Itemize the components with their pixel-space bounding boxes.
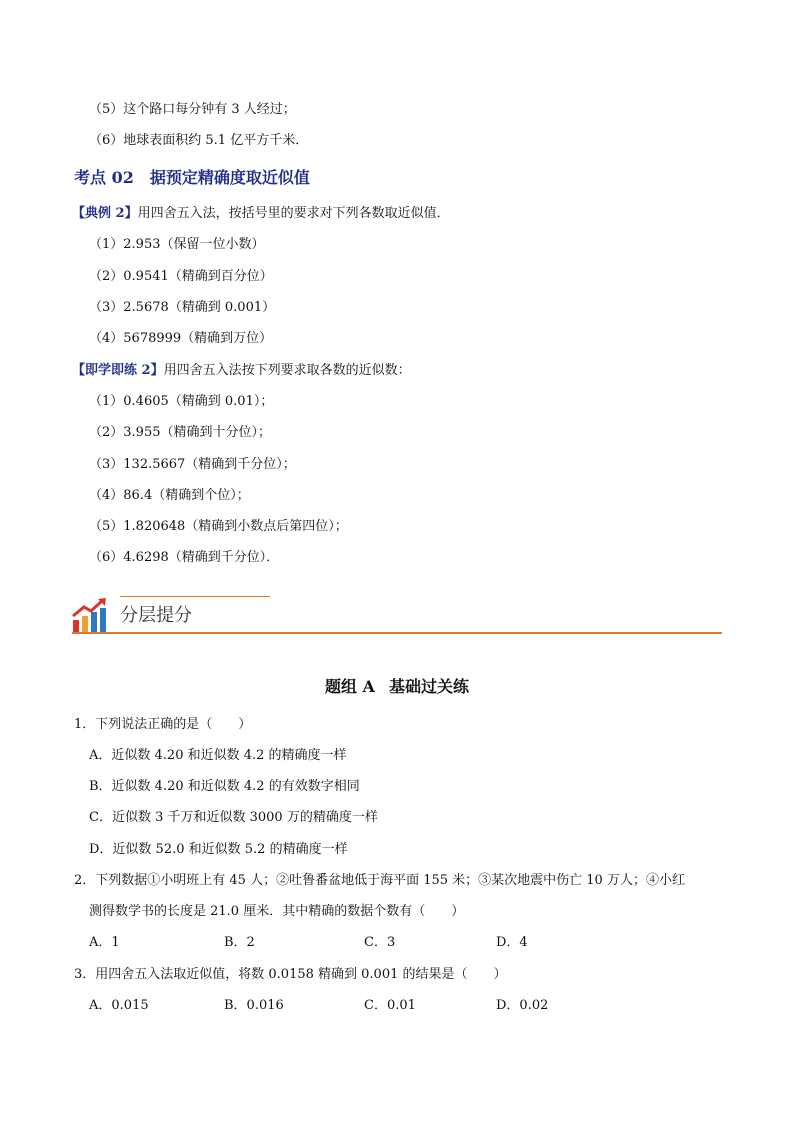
question-1-option-a: A．近似数 4.20 和近似数 4.2 的精确度一样 xyxy=(89,748,347,763)
practice-tag: 【即学即练 2】 xyxy=(72,363,164,378)
question-3-option-b: B．0.016 xyxy=(224,998,284,1013)
section-title: 分层提分 xyxy=(120,605,192,626)
example-tag: 【典例 2】 xyxy=(72,206,138,221)
question-3-option-a: A．0.015 xyxy=(89,998,149,1013)
question-2-option-b: B．2 xyxy=(224,935,255,950)
kaodian-title: 据预定精确度取近似值 xyxy=(149,168,310,187)
group-title: 基础过关练 xyxy=(388,677,469,696)
question-1-option-d: D．近似数 52.0 和近似数 5.2 的精确度一样 xyxy=(89,842,348,857)
question-2-stem-cont: 测得数学书的长度是 21.0 厘米．其中精确的数据个数有（ ） xyxy=(89,904,465,919)
question-2-options xyxy=(89,934,649,952)
group-name: 题组 A xyxy=(324,677,375,696)
group-heading xyxy=(0,676,794,698)
top-item-6: （6）地球表面积约 5.1 亿平方千米． xyxy=(89,133,309,148)
section-header xyxy=(72,596,722,636)
practice-stem xyxy=(72,362,411,380)
kaodian-heading xyxy=(74,167,310,189)
question-1-stem: 1．下列说法正确的是（ ） xyxy=(74,717,252,732)
question-3-stem: 3．用四舍五入法取近似值，将数 0.0158 精确到 0.001 的结果是（ ） xyxy=(74,967,507,982)
example-item: （3）2.5678（精确到 0.001） xyxy=(89,300,276,315)
example-text: 用四舍五入法，按括号里的要求对下列各数取近似值． xyxy=(137,206,450,221)
example-item: （4）5678999（精确到万位） xyxy=(89,331,273,346)
question-2-option-a: A．1 xyxy=(89,935,120,950)
question-2-stem: 2．下列数据①小明班上有 45 人；②吐鲁番盆地低于海平面 155 米；③某次地震中伤亡 10 万人；④小红 xyxy=(74,873,685,888)
section-top-line xyxy=(120,596,270,597)
practice-item: （4）86.4（精确到个位）； xyxy=(89,488,250,503)
practice-item: （5）1.820648（精确到小数点后第四位）； xyxy=(89,519,348,534)
bar-chart-growth-icon xyxy=(72,596,112,634)
practice-item: （3）132.5667（精确到千分位）； xyxy=(89,457,296,472)
example-stem xyxy=(72,205,450,223)
top-item-5: （5）这个路口每分钟有 3 人经过； xyxy=(89,102,296,117)
practice-item: （6）4.6298（精确到千分位）． xyxy=(89,550,280,565)
example-item: （2）0.9541（精确到百分位） xyxy=(89,269,273,284)
practice-text: 用四舍五入法按下列要求取各数的近似数： xyxy=(163,363,411,378)
question-3-options xyxy=(89,997,649,1015)
section-rule xyxy=(72,632,722,634)
practice-item: （2）3.955（精确到十分位）； xyxy=(89,425,271,440)
question-3-option-d: D．0.02 xyxy=(496,998,549,1013)
practice-item: （1）0.4605（精确到 0.01）； xyxy=(89,394,274,409)
question-1-option-c: C．近似数 3 千万和近似数 3000 万的精确度一样 xyxy=(89,810,378,825)
example-item: （1）2.953（保留一位小数） xyxy=(89,237,265,252)
question-3-option-c: C．0.01 xyxy=(364,998,416,1013)
question-2-option-c: C．3 xyxy=(364,935,396,950)
question-2-option-d: D．4 xyxy=(496,935,528,950)
question-1-option-b: B．近似数 4.20 和近似数 4.2 的有效数字相同 xyxy=(89,779,360,794)
kaodian-number: 考点 02 xyxy=(74,168,134,187)
